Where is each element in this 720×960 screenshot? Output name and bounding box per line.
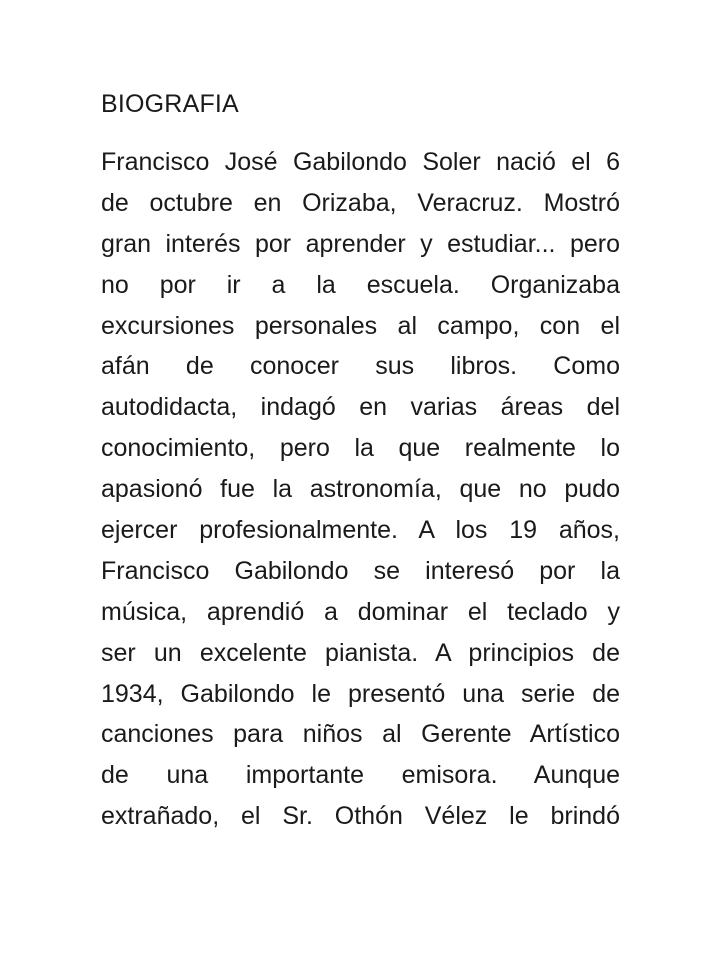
text-line: autodidacta, indagó en varias áreas del [101, 393, 620, 422]
text-line: gran interés por aprender y estudiar... pero [101, 229, 620, 258]
text-line: 1934, Gabilondo le presentó una serie de [101, 679, 620, 708]
text-line: apasionó fue la astronomía, que no pudo [101, 475, 620, 504]
text-line: no por ir a la escuela. Organizaba [101, 270, 620, 299]
text-line: Francisco José Gabilondo Soler nació el 6 [101, 148, 620, 176]
text-line: Francisco Gabilondo se interesó por la [101, 556, 620, 585]
text-line: ser un excelente pianista. A principios de [101, 638, 620, 667]
text-line: de octubre en Orizaba, Veracruz. Mostró [101, 188, 620, 217]
biography-paragraph [101, 142, 620, 837]
text-line: ejercer profesionalmente. A los 19 años, [101, 516, 620, 545]
text-line: de una importante emisora. Aunque [101, 761, 620, 790]
document-heading: BIOGRAFIA [101, 90, 239, 118]
text-line: música, aprendió a dominar el teclado y [101, 597, 620, 626]
text-line: extrañado, el Sr. Othón Vélez le brindó [101, 802, 620, 831]
text-line: canciones para niños al Gerente Artístico [101, 720, 620, 749]
text-line: afán de conocer sus libros. Como [101, 352, 620, 381]
text-line: conocimiento, pero la que realmente lo [101, 434, 620, 463]
text-line: excursiones personales al campo, con el [101, 311, 620, 340]
